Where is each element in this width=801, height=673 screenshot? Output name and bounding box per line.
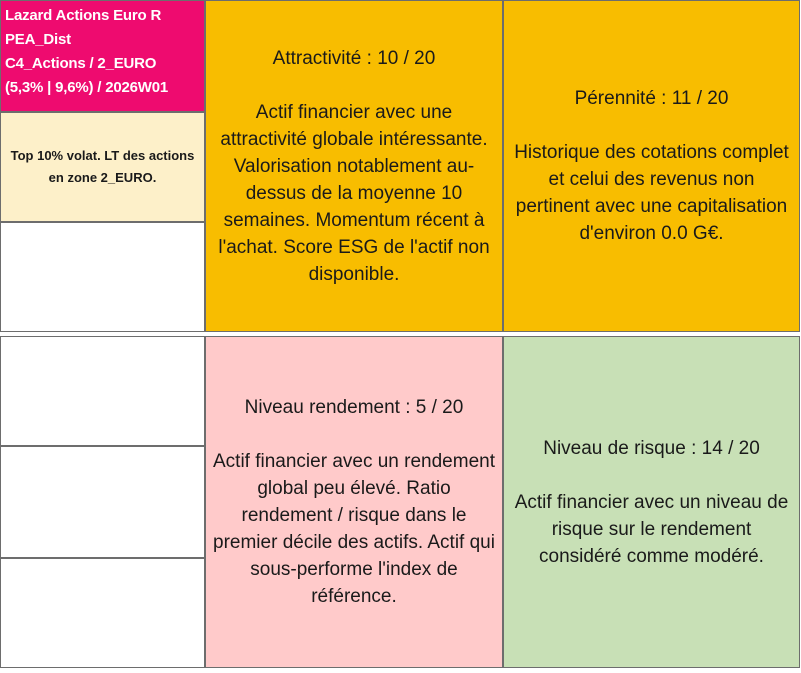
risque-heading: Niveau de risque : 14 / 20: [543, 437, 760, 459]
fund-title-block: [0, 0, 205, 112]
rendement-panel: [205, 336, 503, 668]
volatility-note: [0, 112, 205, 222]
fund-stats: (5,3% | 9,6%) / 2026W01: [5, 79, 169, 96]
risque-panel: [503, 336, 800, 668]
perennite-text: Historique des cotations complet et celui des revenus non pertinent avec une capitalisation d'environ 0.0 G€.: [514, 142, 789, 244]
empty-cell-3: [0, 446, 205, 558]
empty-cell-1: [0, 222, 205, 332]
fund-category: C4_Actions / 2_EURO: [5, 55, 157, 72]
attractivite-heading: Attractivité : 10 / 20: [272, 47, 436, 69]
volatility-note-text: Top 10% volat. LT des actions en zone 2_EURO.: [10, 148, 195, 185]
risque-text: Actif financier avec un niveau de risque sur le rendement considéré comme modéré.: [514, 491, 789, 567]
rendement-heading: Niveau rendement : 5 / 20: [244, 397, 464, 418]
empty-cell-2: [0, 336, 205, 446]
attractivite-panel: [205, 0, 503, 332]
rendement-text: Actif financier avec un rendement global peu élevé. Ratio rendement / risque dans le premier décile des actifs. Actif qui sous-performe l'index de référence.: [213, 451, 495, 607]
perennite-heading: Pérennité : 11 / 20: [574, 88, 729, 109]
attractivite-text: Actif financier avec une attractivité globale intéressante. Valorisation notablement au-dessus de la moyenne 10 semaines. Momentum récent à l'achat. Score ESG de l'actif non disponible.: [218, 101, 490, 285]
fund-name: Lazard Actions Euro R: [5, 7, 162, 24]
fund-envelope: PEA_Dist: [5, 31, 71, 48]
perennite-panel: [503, 0, 800, 332]
empty-cell-4: [0, 558, 205, 668]
